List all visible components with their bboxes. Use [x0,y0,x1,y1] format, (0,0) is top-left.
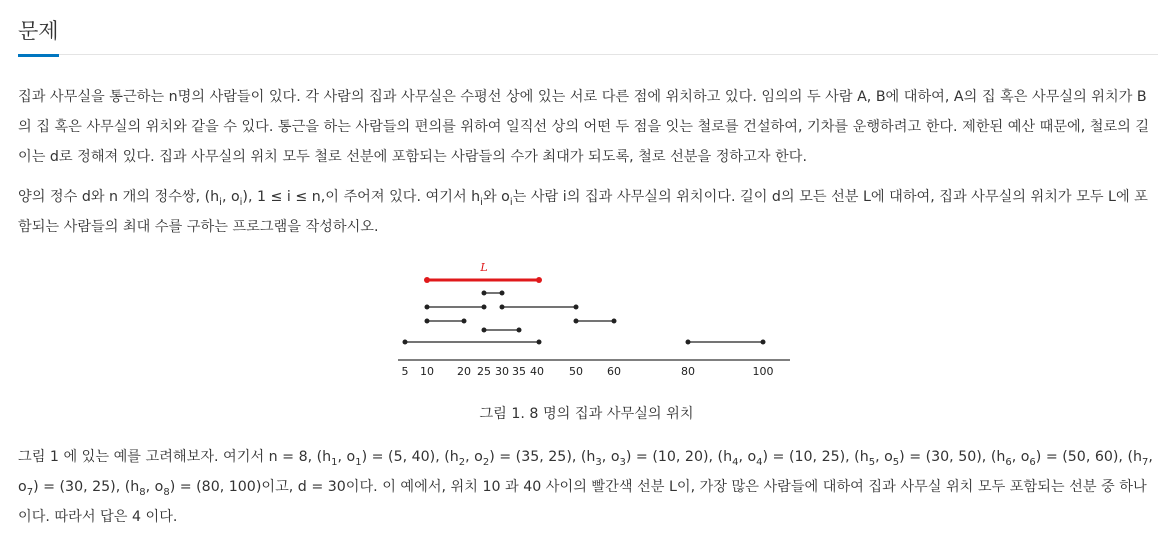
segment-l-label: L [480,261,488,274]
figure-caption: 그림 1. 8 명의 집과 사무실의 위치 [479,406,694,422]
tick-label: 35 [512,365,526,378]
example-explanation-paragraph [18,442,1153,532]
segment-endpoint [425,305,430,310]
segment-endpoint [537,340,542,345]
p2-text: 는 사람 i의 집과 사무실의 위치이다. 길이 d의 모든 선분 L에 대하여, 집과 사무실의 위치가 모두 L에 포함되는 사람들의 최대 수를 구하는 프로그램을 작성하시오. [18,189,1148,235]
p3-text: , o [145,479,164,495]
red-segment-endpoint [424,277,430,283]
tick-label: 50 [569,365,583,378]
p3-text: , o [18,449,1153,495]
p3-text: 그림 1 에 있는 예를 고려해보자. 여기서 n = 8, (h [18,449,332,465]
p3-text: , o [1011,449,1030,465]
p3-text: , o [875,449,893,465]
segment-endpoint [425,319,430,324]
p3-text: ) = (80, 100)이고, d = 30이다. 이 예에서, 위치 10 과 40 사이의 빨간색 선분 L이, 가장 많은 사람들에 대하여 집과 사무실 위치 모두 포함되는 선분 중 하나이다. 따라서 답은 4 이다. [18,479,1147,525]
p3-sub: 6 [1029,456,1036,468]
p2-sub: i [219,196,222,208]
p2-sub: i [480,196,483,208]
p2-sub: i [509,196,513,208]
segment-endpoint [500,305,505,310]
p3-text: ) = (50, 60), (h [1035,449,1142,465]
segment-endpoint [686,340,691,345]
p3-text: , o [601,449,620,465]
segment-endpoint [574,305,579,310]
p3-sub: 1 [331,456,338,468]
p2-text: , o [221,189,240,205]
segment-endpoint [574,319,579,324]
problem-input-paragraph [18,182,1153,242]
segment-endpoint [482,291,487,296]
segment-endpoint [403,340,408,345]
p3-text: , o [465,449,483,465]
p3-sub: 3 [595,456,602,468]
figure-positions [390,256,800,380]
p3-sub: 1 [355,456,362,468]
tick-label: 20 [457,365,471,378]
p3-text: , o [738,449,757,465]
p3-sub: 2 [458,456,466,468]
p2-text: 와 o [482,189,510,205]
p3-sub: 3 [619,456,626,468]
tick-label: 5 [401,365,409,378]
segment-endpoint [612,319,617,324]
p3-sub: 4 [756,456,763,468]
p3-text: ) = (30, 50), (h [899,449,1006,465]
problem-description-paragraph: 집과 사무실을 통근하는 n명의 사람들이 있다. 각 사람의 집과 사무실은 수평선 상에 있는 서로 다른 점에 위치하고 있다. 임의의 두 사람 A, B에 대하여, A의 집 혹은 사무실의 위치가 B의 집 혹은 사무실의 위치와 같을 수 있다. 통근을 하는 사람들의 편의를 위하여 일직선 상의 어떤 두 점을 잇는 철로를 건설하여, 기차를 운행하려고 한다. 제한된 예산 때문에, 철로의 길이는 d로 정해져 있다. 집과 사무실의 위치 모두 철로 선분에 포함되는 사람들의 수가 최대가 되도록, 철로 선분을 정하고자 한다. [18,89,1150,165]
p3-sub: 8 [163,486,170,498]
tick-label: 80 [681,365,695,378]
p3-sub: 5 [868,456,876,468]
p2-text: ), 1 ≤ i ≤ n,이 주어져 있다. 여기서 h [242,189,481,205]
segment-endpoint [482,305,487,310]
red-segment-endpoint [536,277,542,283]
segment-endpoint [500,291,505,296]
section-title: 문제 [18,16,59,57]
p3-text: ) = (35, 25), (h [489,449,596,465]
tick-label: 10 [420,365,434,378]
p3-sub: 6 [1005,456,1012,468]
p3-text: ) = (5, 40), (h [361,449,459,465]
segments-diagram [390,256,800,380]
problem-section-header [18,16,1158,55]
tick-label: 100 [752,365,774,378]
p3-sub: 5 [892,456,900,468]
p2-text: 양의 정수 d와 n 개의 정수쌍, (h [18,189,220,205]
p3-sub: 8 [139,486,146,498]
p3-text: ) = (30, 25), (h [33,479,140,495]
segment-endpoint [462,319,467,324]
p3-sub: 4 [732,456,739,468]
p3-text: ) = (10, 20), (h [625,449,733,465]
tick-label: 30 [495,365,509,378]
segment-endpoint [761,340,766,345]
segment-endpoint [482,328,487,333]
p3-sub: 7 [26,486,34,498]
p3-sub: 7 [1141,456,1149,468]
p3-text: , o [337,449,356,465]
p3-text: ) = (10, 25), (h [762,449,869,465]
p3-sub: 2 [482,456,490,468]
tick-label: 25 [477,365,491,378]
segment-endpoint [517,328,522,333]
tick-label: 40 [530,365,544,378]
p2-sub: i [239,196,243,208]
tick-label: 60 [607,365,621,378]
